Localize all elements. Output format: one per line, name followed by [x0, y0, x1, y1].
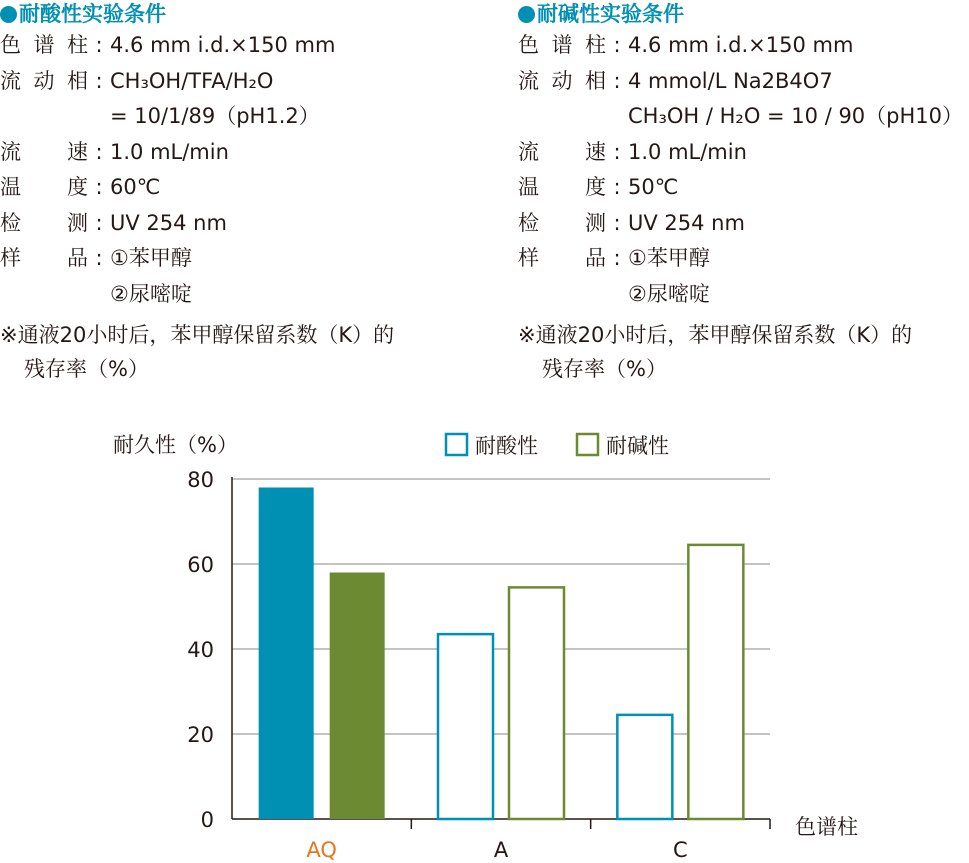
- condition-colon: :: [613, 210, 621, 235]
- acid-rows: [0, 28, 470, 312]
- condition-value: CH₃OH / H₂O = 10 / 90（pH10）: [628, 104, 964, 128]
- condition-row: [0, 206, 470, 242]
- condition-row: [0, 64, 470, 100]
- y-tick-label: 0: [200, 808, 214, 832]
- x-tick-label: A: [493, 838, 509, 862]
- condition-value: ②尿嘧啶: [628, 281, 710, 306]
- condition-key: 温 度: [0, 175, 88, 199]
- condition-value: ①苯甲醇: [110, 246, 192, 270]
- base-note: [518, 318, 969, 386]
- condition-key: [0, 99, 88, 135]
- condition-value: UV 254 nm: [628, 210, 745, 235]
- condition-key: 检 测: [0, 210, 88, 235]
- condition-colon: :: [613, 139, 621, 164]
- condition-key: 色 谱 柱: [0, 33, 88, 57]
- bullet-dot-icon: [0, 6, 17, 23]
- condition-colon: :: [95, 175, 103, 199]
- condition-row: [0, 277, 470, 313]
- x-tick-label: AQ: [306, 838, 337, 862]
- bar-base-c: [688, 545, 743, 819]
- y-tick-label: 60: [187, 553, 214, 577]
- condition-value: UV 254 nm: [110, 210, 227, 235]
- condition-row: [518, 241, 969, 277]
- condition-value: 4.6 mm i.d.×150 mm: [110, 33, 336, 57]
- acid-title-text: 耐酸性实验条件: [19, 2, 166, 26]
- base-conditions-title: [518, 0, 969, 28]
- condition-colon: :: [613, 68, 621, 93]
- condition-value: 1.0 mL/min: [110, 139, 229, 164]
- condition-row: [0, 241, 470, 277]
- condition-colon: :: [95, 33, 103, 57]
- condition-colon: :: [613, 175, 621, 199]
- condition-colon: :: [95, 210, 103, 235]
- condition-colon: [88, 99, 110, 135]
- durability-bar-chart: [0, 410, 969, 863]
- condition-value: ②尿嘧啶: [110, 281, 192, 306]
- base-note-line2: 残存率（%）: [542, 357, 667, 381]
- condition-key: 流 动 相: [0, 68, 88, 93]
- y-axis-label: 耐久性（%）: [113, 433, 238, 457]
- condition-row: [518, 277, 969, 313]
- acid-conditions: [0, 0, 470, 386]
- condition-key: [518, 277, 606, 313]
- condition-key: 检 测: [518, 210, 606, 235]
- condition-key: [0, 277, 88, 313]
- condition-key: 流 速: [518, 139, 606, 164]
- condition-row: [518, 206, 969, 242]
- acid-note-line2: 残存率（%）: [24, 357, 149, 381]
- condition-key: [518, 99, 606, 135]
- condition-key: 流 速: [0, 139, 88, 164]
- legend-swatch: [577, 434, 598, 455]
- condition-row: [518, 64, 969, 100]
- condition-value: 4.6 mm i.d.×150 mm: [628, 33, 854, 57]
- base-title-text: 耐碱性实验条件: [537, 2, 684, 26]
- condition-row: [0, 99, 470, 135]
- condition-colon: :: [95, 246, 103, 270]
- condition-value: 50℃: [628, 175, 679, 199]
- y-tick-label: 80: [187, 468, 214, 492]
- base-note-line1: ※通液20小时后，苯甲醇保留系数（K）的: [518, 323, 913, 347]
- condition-row: [0, 170, 470, 206]
- condition-colon: :: [613, 33, 621, 57]
- condition-value: = 10/1/89（pH1.2）: [110, 104, 320, 128]
- bar-acid-aq: [259, 488, 314, 820]
- condition-key: 样 品: [518, 246, 606, 270]
- condition-key: 流 动 相: [518, 68, 606, 93]
- condition-value: 1.0 mL/min: [628, 139, 747, 164]
- bar-base-aq: [330, 573, 385, 820]
- condition-row: [518, 170, 969, 206]
- base-conditions: [518, 0, 969, 386]
- condition-colon: :: [95, 139, 103, 164]
- condition-value: ①苯甲醇: [628, 246, 710, 270]
- acid-conditions-title: [0, 0, 470, 28]
- condition-key: 样 品: [0, 246, 88, 270]
- condition-row: [0, 135, 470, 171]
- condition-key: 色 谱 柱: [518, 33, 606, 57]
- bar-acid-a: [438, 634, 493, 819]
- bar-acid-c: [617, 715, 672, 819]
- legend-swatch: [446, 434, 467, 455]
- condition-value: 60℃: [110, 175, 161, 199]
- condition-row: [518, 99, 969, 135]
- condition-row: [518, 28, 969, 64]
- condition-colon: [88, 277, 110, 313]
- condition-value: 4 mmol/L Na2B4O7: [628, 68, 833, 93]
- base-rows: [518, 28, 969, 312]
- legend-label: 耐酸性: [475, 434, 538, 458]
- condition-row: [0, 28, 470, 64]
- condition-colon: [606, 99, 628, 135]
- bar-base-a: [509, 587, 564, 819]
- condition-key: 温 度: [518, 175, 606, 199]
- x-tick-label: C: [672, 838, 688, 862]
- condition-colon: :: [95, 68, 103, 93]
- condition-colon: :: [613, 246, 621, 270]
- y-tick-label: 40: [187, 638, 214, 662]
- acid-note: [0, 318, 470, 386]
- condition-colon: [606, 277, 628, 313]
- condition-value: CH₃OH/TFA/H₂O: [110, 68, 274, 93]
- y-tick-label: 20: [187, 723, 214, 747]
- acid-note-line1: ※通液20小时后，苯甲醇保留系数（K）的: [0, 323, 395, 347]
- x-axis-label: 色谱柱: [795, 815, 858, 839]
- bullet-dot-icon: [518, 6, 535, 23]
- legend-label: 耐碱性: [606, 434, 669, 458]
- condition-row: [518, 135, 969, 171]
